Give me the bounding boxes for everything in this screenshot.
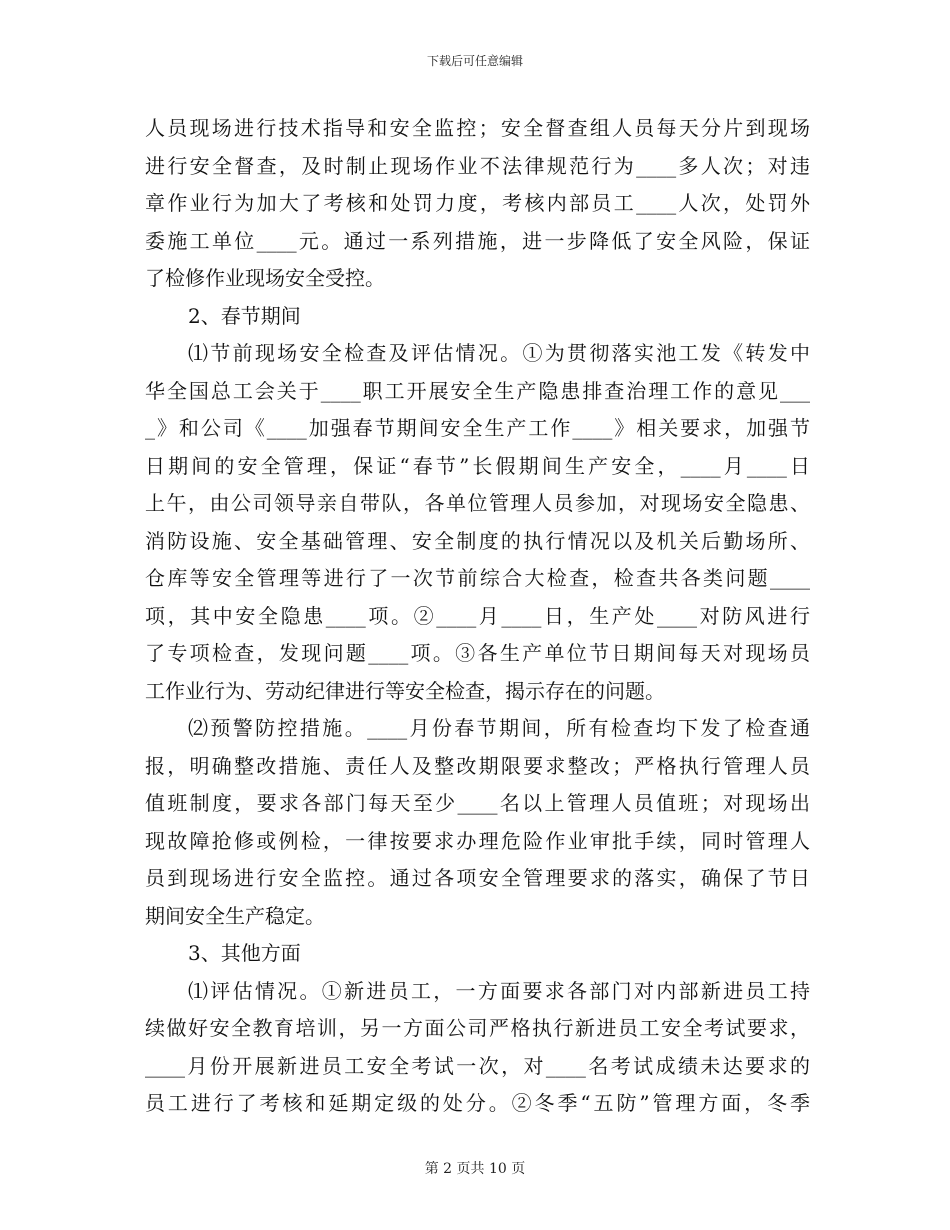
text-line: 进行安全督查，及时制止现场作业不法律规范行为____多人次；对违 <box>145 153 810 178</box>
text-line: 续做好安全教育培训，另一方面公司严格执行新进员工安全考试要求， <box>145 1016 810 1040</box>
text-line: 了专项检查，发现问题____项。③各生产单位节日期间每天对现场员 <box>145 641 810 665</box>
text-line: 员工进行了考核和延期定级的处分。②冬季“五防”管理方面，冬季 <box>145 1091 810 1115</box>
text-line: 上午，由公司领导亲自带队，各单位管理人员参加，对现场安全隐患、 <box>145 491 810 515</box>
text-line: 消防设施、安全基础管理、安全制度的执行情况以及机关后勤场所、 <box>145 528 810 553</box>
text-line: 项，其中安全隐患____项。②____月____日，生产处____对防风进行 <box>145 603 810 628</box>
page-footer: 第 2 页共 10 页 <box>424 1161 526 1177</box>
text-line: ⑴节前现场安全检查及评估情况。①为贯彻落实池工发《转发中 <box>188 341 810 365</box>
text-line: 报，明确整改措施、责任人及整改期限要求整改；严格执行管理人员 <box>145 753 810 778</box>
text-line: 期间安全生产稳定。 <box>145 903 325 928</box>
page-header: 下载后可任意编辑 <box>426 54 523 68</box>
text-line: 值班制度，要求各部门每天至少____名以上管理人员值班；对现场出 <box>145 791 810 815</box>
text-line: 3、其他方面 <box>188 941 301 965</box>
text-line: 现故障抢修或例检，一律按要求办理危险作业审批手续，同时管理人 <box>145 828 810 853</box>
text-line: ⑴评估情况。①新进员工，一方面要求各部门对内部新进员工持 <box>188 978 810 1003</box>
text-line: 2、春节期间 <box>188 303 301 328</box>
text-line: 人员现场进行技术指导和安全监控；安全督查组人员每天分片到现场 <box>145 116 810 140</box>
text-line: ____月份开展新进员工安全考试一次，对____名考试成绩未达要求的 <box>145 1053 810 1078</box>
text-line: 仓库等安全管理等进行了一次节前综合大检查，检查共各类问题____ <box>145 566 810 590</box>
text-line: 委施工单位____元。通过一系列措施，进一步降低了安全风险，保证 <box>145 228 810 253</box>
document-body <box>145 110 810 1123</box>
text-line: 了检修作业现场安全受控。 <box>145 266 385 290</box>
text-line: 章作业行为加大了考核和处罚力度，考核内部员工____人次，处罚外 <box>145 191 810 215</box>
text-line: 工作业行为、劳动纪律进行等安全检查，揭示存在的问题。 <box>145 678 665 703</box>
text-line: _》和公司《____加强春节期间安全生产工作____》相关要求，加强节 <box>145 416 810 440</box>
text-line: 华全国总工会关于____职工开展安全生产隐患排查治理工作的意见___ <box>145 378 810 403</box>
text-line: ⑵预警防控措施。____月份春节期间，所有检查均下发了检查通 <box>188 716 810 740</box>
text-line: 员到现场进行安全监控。通过各项安全管理要求的落实，确保了节日 <box>145 866 810 890</box>
text-line: 日期间的安全管理，保证“春节”长假期间生产安全，____月____日 <box>145 453 810 478</box>
